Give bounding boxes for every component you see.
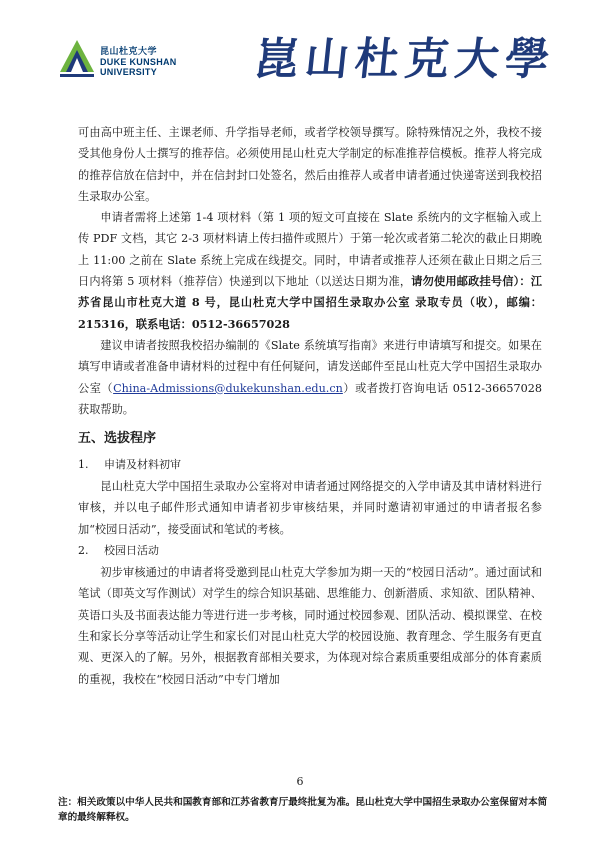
paragraph-recommendation: 可由高中班主任、主课老师、升学指导老师，或者学校领导撰写。除特殊情况之外，我校不接受其他身份人士撰写的推荐信。必须使用昆山杜克大学制定的标准推荐信模板。推荐人将完成的推荐信放在信封中，并在信封封口处签名，然后由推荐人或者申请者通过快递寄送到我校招生录取办公室。 — [78, 126, 542, 203]
subsection-1-number: 1. — [78, 458, 89, 472]
submission-text: 申请者需将上述第 1-4 项材料（第 1 项的短文可直接在 Slate 系统内的文字框输入或上传 PDF 文档，其它 2-3 项材料请上传扫描件或照片）于第一轮次或者第二轮次的截止日期晚上 11:00 之前在 Slate 系统上完成在线提交。同时，申请者或推荐人还须在截止日期之后三日内将第 5 项材料（推荐信）快递到以下地址（以送达日期为准， — [78, 211, 542, 289]
paragraph-campus-day: 初步审核通过的申请者将受邀到昆山杜克大学参加为期一天的“校园日活动”。通过面试和笔试（即英文写作测试）对学生的综合知识基础、思维能力、创新潜质、求知欲、团队精神、英语口头及书面表达能力等进行进一步考核，同时通过校园参观、团队活动、模拟课堂、在校生和家长分享等活动让学生和家长们对昆山杜克大学的校园设施、教育理念、学生服务有更直观、更深入的了解。另外，根据教育部相关要求，为体现对综合素质重要组成部分的体育素质的重视，我校在“校园日活动”中专门增加 — [78, 566, 542, 686]
logo-chinese-name: 昆山杜克大学 — [100, 47, 158, 57]
subsection-2-number: 2. — [78, 544, 89, 558]
page-header — [0, 0, 600, 110]
page-body — [78, 122, 542, 690]
subsection-2-title: 校园日活动 — [104, 544, 159, 558]
section-title: 五、选拔程序 — [78, 431, 157, 447]
contact-text-a: 建议申请者按照我校招办编制的《Slate 系统填写指南》来进行申请填写和提交。如果在填写申请或者准备申请材料的过程中有任何疑问，请发送邮件至昆山杜克大学中国招生录取办公室（ — [78, 338, 542, 395]
calligraphy-title: 崑山杜克大學 — [252, 34, 558, 85]
paragraph-contact — [78, 335, 542, 420]
mailing-address: 请勿使用邮政挂号信）：江苏省昆山市杜克大道 8 号，昆山杜克大学中国招生录取办公室 录取专员（收），邮编：215316，联系电话：0512-36657028 — [78, 274, 542, 331]
logo-english-line1: DUKE KUNSHAN — [100, 57, 177, 67]
subsection-2-heading — [78, 540, 542, 562]
dku-logo-icon — [58, 38, 96, 80]
paragraph-submission — [78, 207, 542, 335]
paragraph-initial-review: 昆山杜克大学中国招生录取办公室将对申请者通过网络提交的入学申请及其申请材料进行审核，并以电子邮件形式通知申请者初步审核结果，并同时邀请初审通过的申请者报名参加“校园日活动”，接受面试和笔试的考核。 — [78, 480, 542, 536]
contact-text-b: ）或者拨打咨询电话 0512-36657028 获取帮助。 — [78, 381, 542, 416]
subsection-1-title: 申请及材料初审 — [104, 458, 181, 472]
page-number: 6 — [296, 775, 304, 788]
footer-note: 注：相关政策以中华人民共和国教育部和江苏省教育厅最终批复为准。昆山杜克大学中国招生录取办公室保留对本简章的最终解释权。 — [58, 797, 548, 823]
logo-english-line2: UNIVERSITY — [100, 67, 158, 77]
subsection-1-heading — [78, 454, 542, 476]
logo-wordmark — [100, 44, 210, 77]
admissions-email-link[interactable]: China-Admissions@dukekunshan.edu.cn — [113, 381, 343, 395]
